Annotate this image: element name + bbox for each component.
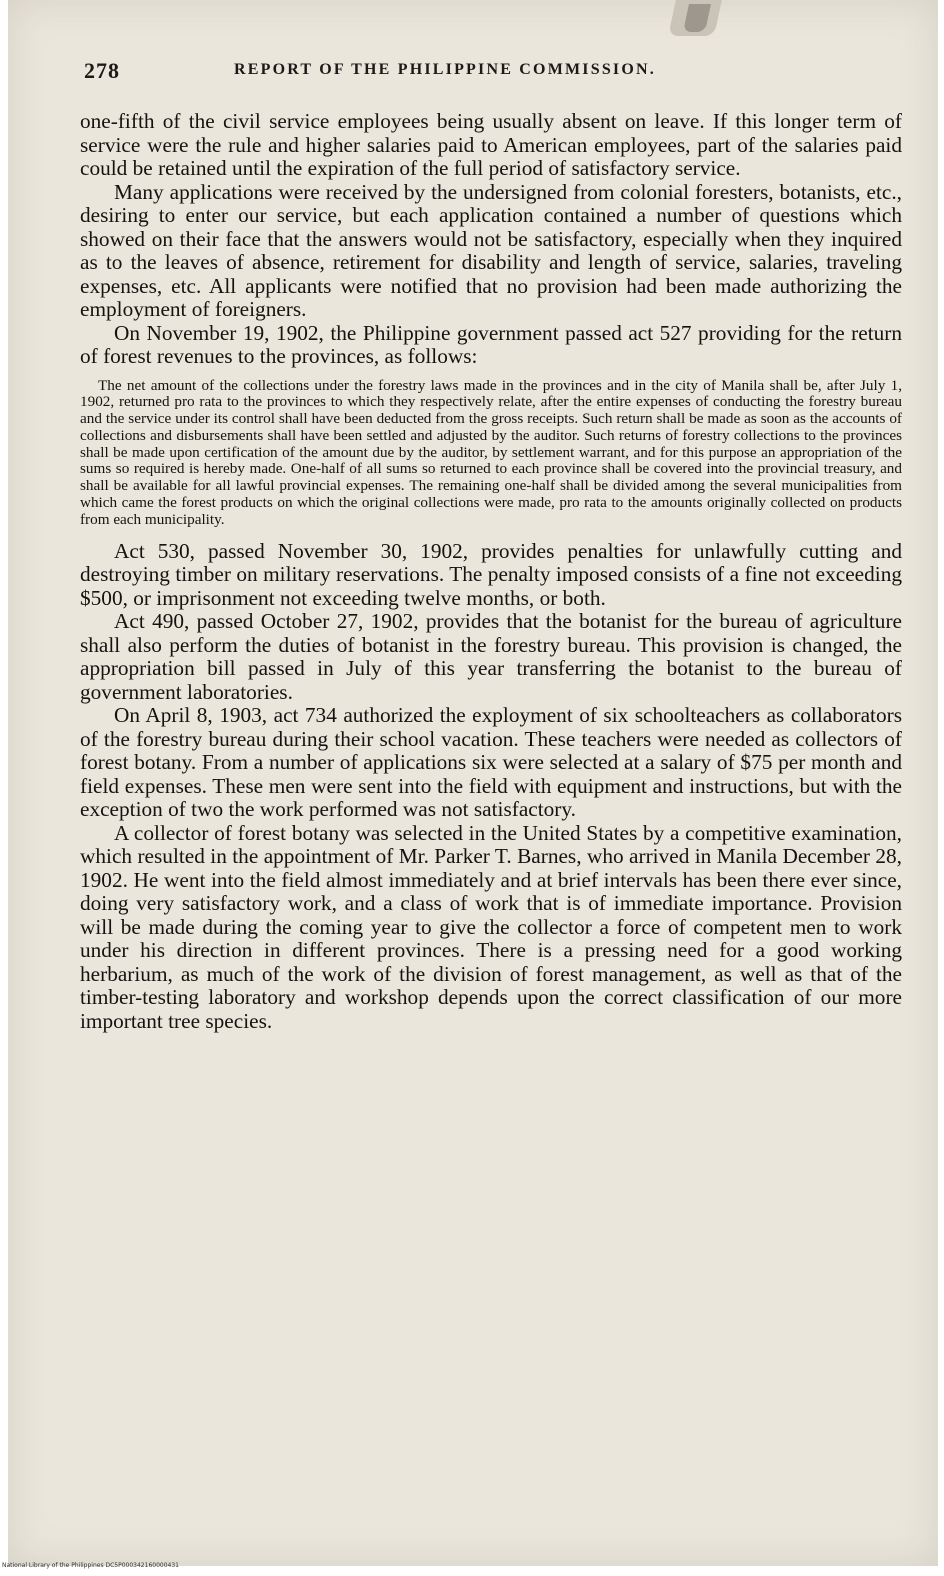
paragraph-act-734: On April 8, 1903, act 734 authorized the exployment of six schoolteachers as collaborators of the forestry bureau during their school vacation. These teachers were needed as collectors of forest botany. From a number of applications six were selected at a salary of $75 per month and field expenses. These men were sent into the field with equipment and instructions, but with the exception of two the work performed was not satisfactory. [80, 703, 902, 822]
paragraph-collector: A collector of forest botany was selected in the United States by a competitive examination, which resulted in the appointment of Mr. Parker T. Barnes, who arrived in Manila December 28, 1902. He went into the field almost immediately and at brief intervals has been there ever since, doing very satisfactory work, and a class of work that is of immediate importance. Provision will be made during the coming year to give the collector a force of competent men to work under his direction in different provinces. There is a pressing need for a good working herbarium, as much of the work of the division of forest management, as well as that of the timber-testing laboratory and workshop depends upon the correct classification of our more important tree species. [80, 820, 902, 1033]
paragraph-act-490: Act 490, passed October 27, 1902, provides that the botanist for the bureau of agriculture shall also perform the duties of botanist in the forestry bureau. This provision is changed, the appropriation bill passed in July of this year transferring the botanist to the bureau of government laboratories. [80, 609, 902, 704]
body-text [80, 110, 902, 1033]
scan-credit: National Library of the Philippines DC5P000342160000431 [2, 1562, 179, 1569]
running-title: REPORT OF THE PHILIPPINE COMMISSION. [234, 61, 656, 78]
paragraph-act-527: On November 19, 1902, the Philippine government passed act 527 providing for the return of forest revenues to the provinces, as follows: [80, 320, 902, 368]
paragraph-act-530: Act 530, passed November 30, 1902, provides penalties for unlawfully cutting and destroying timber on military reservations. The penalty imposed consists of a fine not exceeding $500, or imprisonment not exceeding twelve months, or both. [80, 538, 902, 610]
quoted-act-527-text: The net amount of the collections under the forestry laws made in the provinces and in the city of Manila shall be, after July 1, 1902, returned pro rata to the provinces to which they respectively relate, after the entire expenses of conducting the forestry bureau and the service under its control shall have been deducted from the gross receipts. Such return shall be made as soon as the accounts of collections and disbursements shall have been settled and adjusted by the auditor. Such returns of forestry collections to the provinces shall be made upon certification of the amount due by the auditor, by settlement warrant, and for this purpose an appropriation of the sums so required is hereby made. One-half of all sums so returned to each province shall be covered into the provincial treasury, and shall be available for all lawful provincial expenses. The remaining one-half shall be divided among the several municipalities from which came the forest products on which the original collections were made, pro rata to the amounts originally collected on products from each municipality. [80, 376, 902, 528]
running-head [84, 58, 884, 88]
paragraph-applications: Many applications were received by the undersigned from colonial foresters, botanists, etc., desiring to enter our service, but each application contained a number of questions which showed on their face that the answers would not be satisfactory, especially when they inquired as to the leaves of absence, retirement for disability and length of service, salaries, traveling expenses, etc. All applicants were notified that no provision had been made authorizing the employment of foreigners. [80, 179, 902, 321]
paragraph-continuation: one-fifth of the civil service employees being usually absent on leave. If this longer term of service were the rule and higher salaries paid to American employees, part of the salaries paid could be retained until the expiration of the full period of satisfactory service. [80, 109, 902, 180]
page-number: 278 [84, 58, 120, 83]
